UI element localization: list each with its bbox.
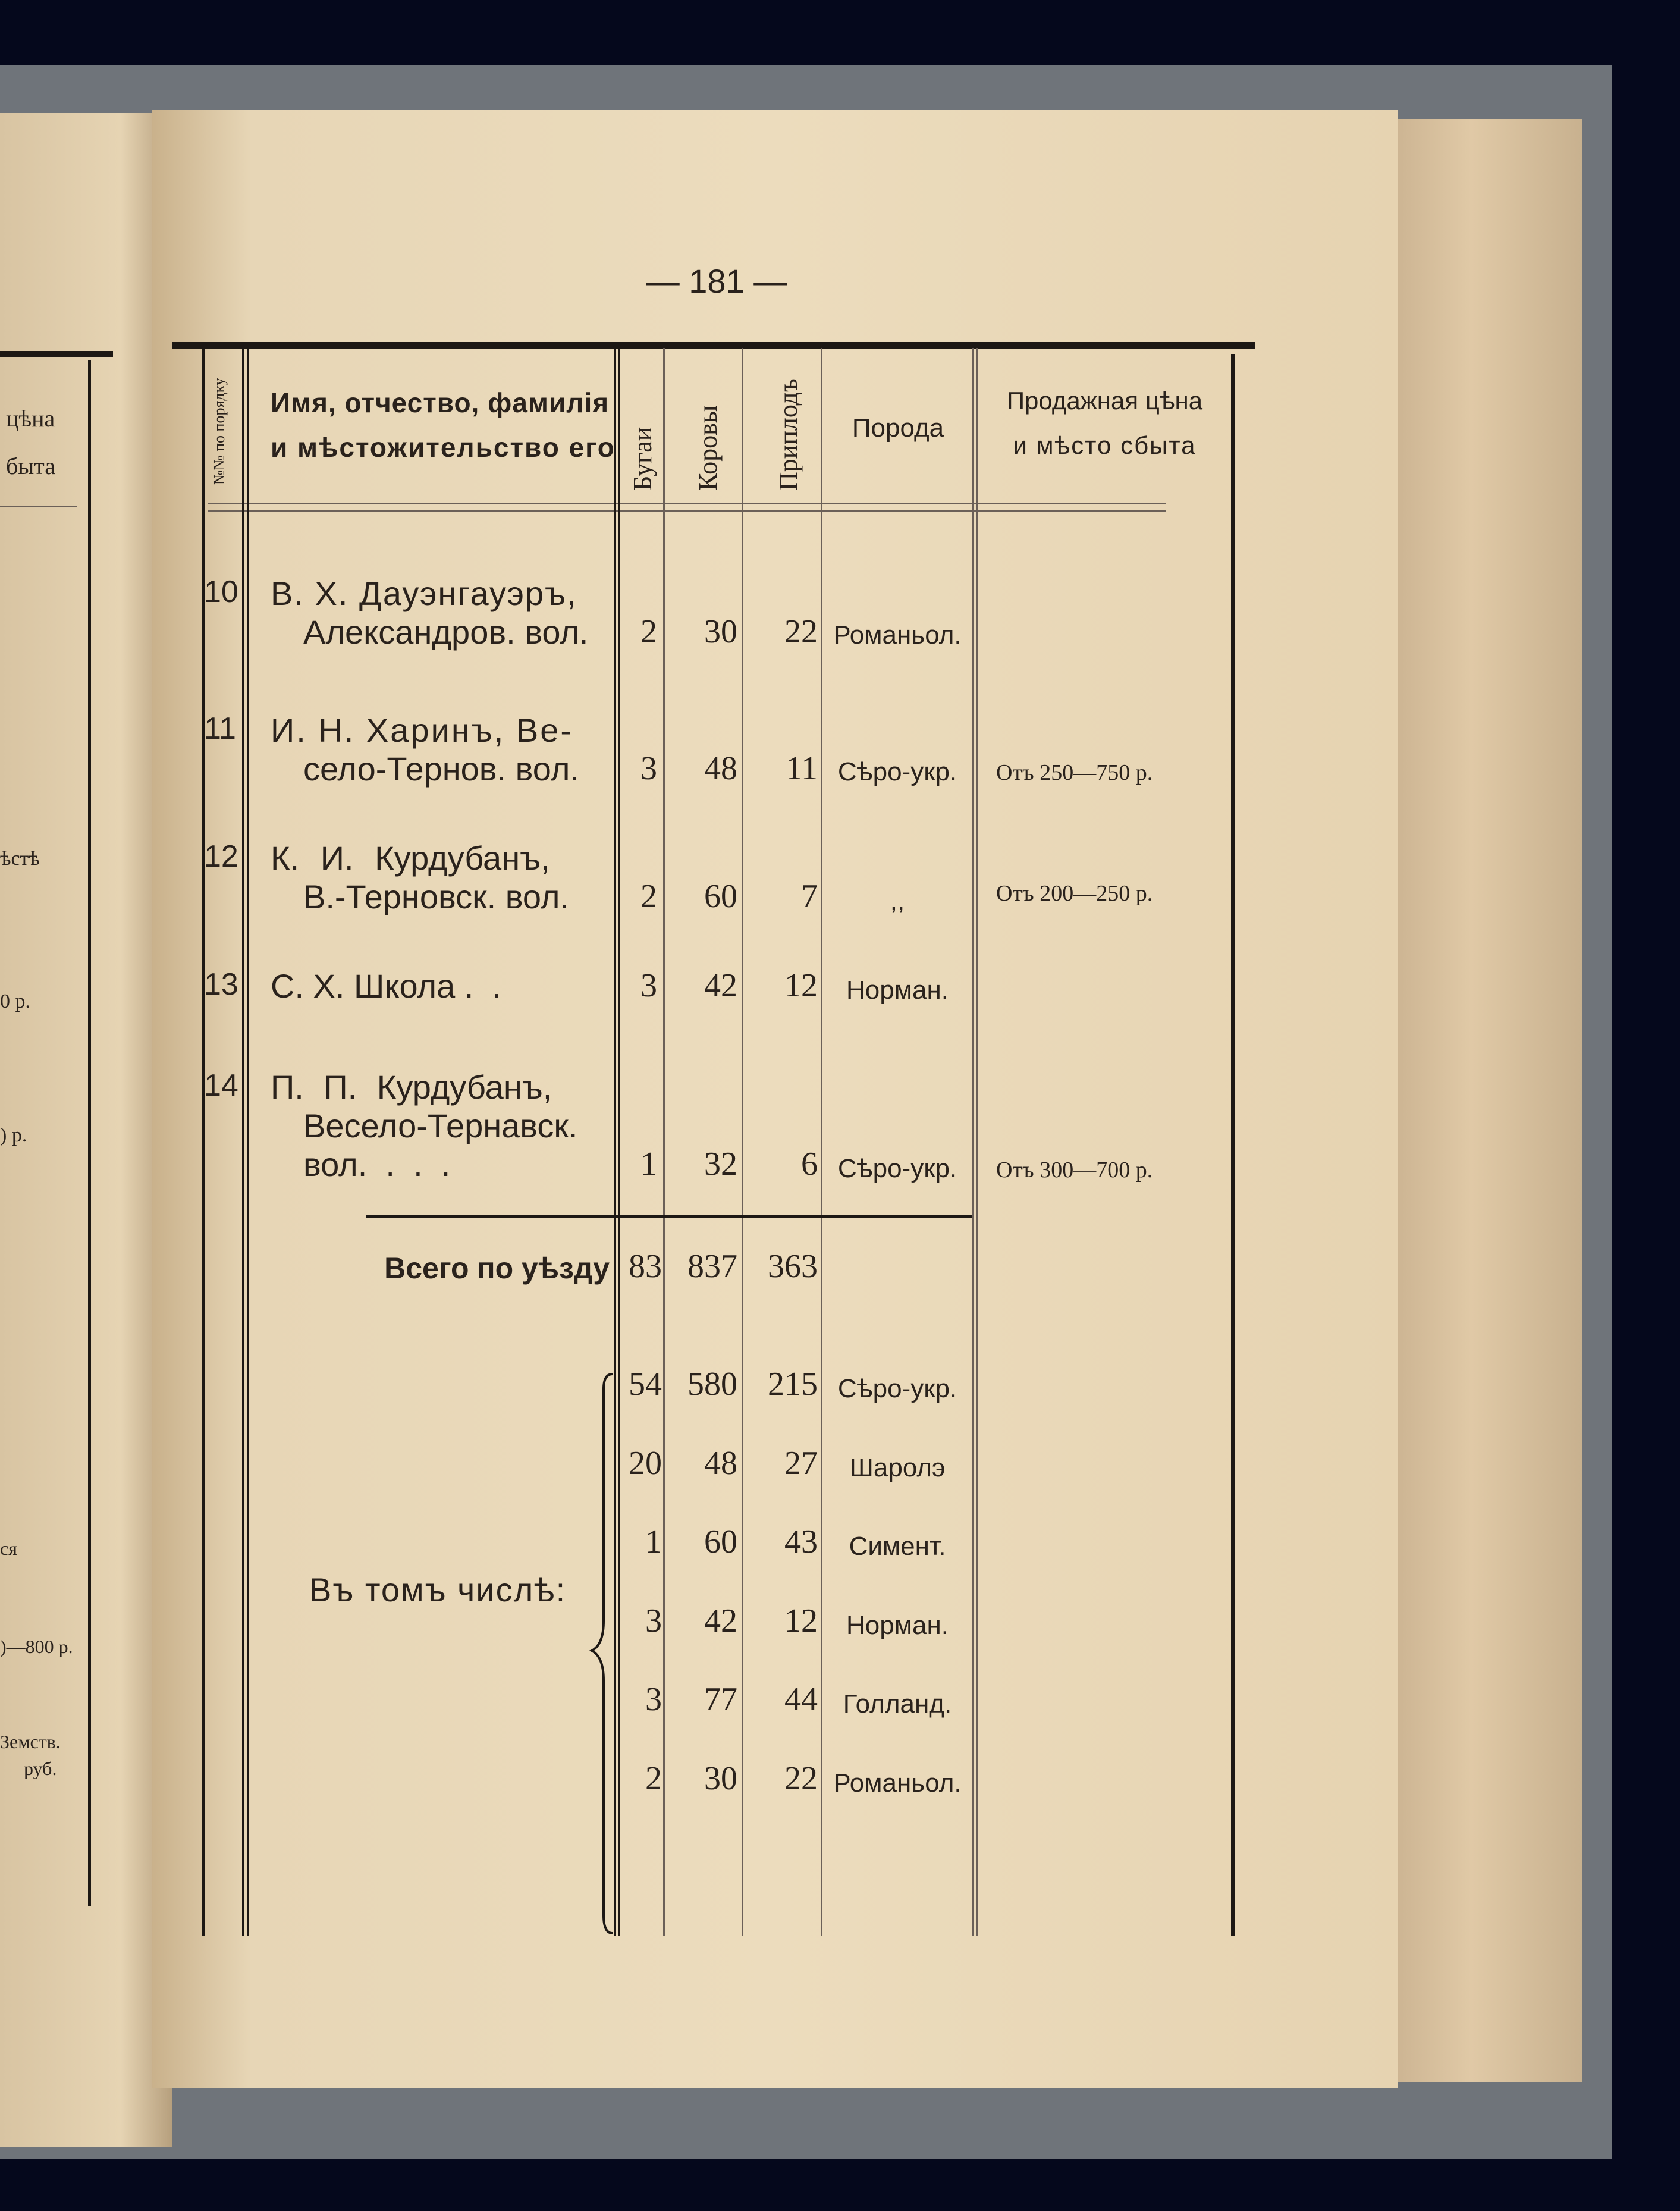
prev-text-2: 0 р. xyxy=(0,990,30,1012)
row-cows: 30 xyxy=(704,613,737,650)
breakdown-breed: Симент. xyxy=(849,1532,946,1561)
breakdown-bulls: 3 xyxy=(645,1681,662,1718)
including-label: Въ томъ числѣ: xyxy=(309,1571,567,1608)
row-number: 14 xyxy=(204,1068,238,1103)
breakdown-cows: 60 xyxy=(704,1523,737,1560)
total-bulls: 83 xyxy=(629,1248,662,1285)
prev-top-rule xyxy=(0,351,113,357)
row-breed: Сѣро-укр. xyxy=(837,1154,957,1183)
row-cows: 42 xyxy=(704,967,737,1004)
prev-right-border xyxy=(88,360,91,1906)
row-offspring: 7 xyxy=(801,878,818,915)
header-bulls: Бугаи xyxy=(628,426,657,491)
breakdown-cows: 30 xyxy=(704,1760,737,1797)
row-name-line2: село-Тернов. вол. xyxy=(303,750,579,788)
breakdown-bulls: 2 xyxy=(645,1760,662,1797)
prev-header-2: быта xyxy=(6,453,55,479)
row-breed: Норман. xyxy=(846,976,949,1005)
book-page xyxy=(152,110,1398,2088)
row-name-line2: Александров. вол. xyxy=(303,613,589,651)
row-breed: Романьол. xyxy=(833,620,962,650)
prev-text-7: руб. xyxy=(24,1758,57,1779)
total-rule xyxy=(366,1215,972,1218)
row-offspring: 12 xyxy=(784,967,818,1004)
header-breed: Порода xyxy=(852,413,944,443)
breakdown-breed: Голланд. xyxy=(843,1689,952,1718)
row-number: 11 xyxy=(204,711,236,746)
breakdown-offspring: 22 xyxy=(784,1760,818,1797)
row-offspring: 11 xyxy=(786,750,818,787)
col-border-breed-2 xyxy=(976,348,978,1936)
row-offspring: 22 xyxy=(784,613,818,650)
row-bulls: 3 xyxy=(640,967,657,1004)
header-offspring: Приплодъ xyxy=(774,378,803,491)
row-bulls: 2 xyxy=(640,613,657,650)
breakdown-bulls: 3 xyxy=(645,1602,662,1639)
breakdown-bulls: 54 xyxy=(629,1366,662,1403)
breakdown-offspring: 215 xyxy=(768,1366,818,1403)
header-rule-1 xyxy=(208,503,1166,504)
header-price-line1: Продажная цѣна xyxy=(1006,387,1203,415)
row-price: Отъ 200—250 р. xyxy=(996,881,1153,906)
breakdown-bulls: 1 xyxy=(645,1523,662,1560)
row-name-line1: В. Х. Дауэнгауэръ, xyxy=(271,575,577,612)
row-name-line1: П. П. Курдубанъ, xyxy=(271,1068,552,1106)
col-border-index-1 xyxy=(242,348,244,1936)
breakdown-offspring: 12 xyxy=(784,1602,818,1639)
breakdown-cows: 77 xyxy=(704,1681,737,1718)
row-offspring: 6 xyxy=(801,1146,818,1183)
row-name-line1: К. И. Курдубанъ, xyxy=(271,839,550,877)
header-price-line2: и мѣсто сбыта xyxy=(1013,431,1197,459)
total-label: Всего по уѣзду xyxy=(384,1252,610,1285)
breakdown-offspring: 27 xyxy=(784,1445,818,1482)
previous-page xyxy=(0,113,172,2147)
row-breed: Сѣро-укр. xyxy=(837,757,957,786)
row-name-line1: И. Н. Харинъ, Ве- xyxy=(271,711,574,749)
page-number: — 181 — xyxy=(646,262,787,300)
breakdown-cows: 580 xyxy=(687,1366,737,1403)
row-number: 13 xyxy=(204,967,238,1002)
row-bulls: 3 xyxy=(640,750,657,787)
col-border-index-2 xyxy=(247,348,249,1936)
breakdown-cows: 48 xyxy=(704,1445,737,1482)
col-border-right xyxy=(1231,354,1235,1936)
row-bulls: 1 xyxy=(640,1146,657,1183)
header-cows: Коровы xyxy=(693,405,723,491)
breakdown-breed: Норман. xyxy=(846,1611,949,1640)
row-cows: 60 xyxy=(704,878,737,915)
breakdown-offspring: 44 xyxy=(784,1681,818,1718)
header-name-line1: Имя, отчество, фамилія xyxy=(271,387,610,418)
prev-text-6: Земств. xyxy=(0,1731,61,1752)
breakdown-cows: 42 xyxy=(704,1602,737,1639)
header-index: №№ по порядку xyxy=(211,378,228,485)
row-name-line2: В.-Терновск. вол. xyxy=(303,878,569,915)
row-cows: 48 xyxy=(704,750,737,787)
row-cows: 32 xyxy=(704,1146,737,1183)
col-border-bulls xyxy=(663,348,665,1936)
breakdown-breed: Шаролэ xyxy=(849,1453,946,1482)
prev-text-1: ѣстѣ xyxy=(0,848,40,870)
breakdown-bulls: 20 xyxy=(629,1445,662,1482)
header-rule-2 xyxy=(208,510,1166,512)
header-name-line2: и мѣстожительство его xyxy=(271,432,616,463)
col-border-cows xyxy=(742,348,743,1936)
breakdown-breed: Романьол. xyxy=(833,1768,962,1798)
table-top-rule xyxy=(172,342,1255,349)
total-offspring: 363 xyxy=(768,1248,818,1285)
prev-header-1: цѣна xyxy=(6,405,55,432)
curly-brace xyxy=(589,1371,618,1936)
prev-header-rule xyxy=(0,506,77,507)
breakdown-breed: Сѣро-укр. xyxy=(837,1374,957,1403)
next-page-edge xyxy=(1398,119,1582,2082)
row-name-line2: Весело-Тернавск. xyxy=(303,1107,578,1144)
row-price: Отъ 300—700 р. xyxy=(996,1158,1153,1183)
row-number: 12 xyxy=(204,839,238,874)
row-name-line1: С. Х. Школа . . xyxy=(271,967,502,1005)
row-breed: ,, xyxy=(890,886,905,915)
prev-text-5: )—800 р. xyxy=(0,1636,73,1657)
row-price: Отъ 250—750 р. xyxy=(996,760,1153,785)
total-cows: 837 xyxy=(687,1248,737,1285)
breakdown-offspring: 43 xyxy=(784,1523,818,1560)
prev-text-3: ) р. xyxy=(0,1124,27,1146)
row-name-line3: вол. . . . xyxy=(303,1146,451,1183)
row-number: 10 xyxy=(204,575,238,609)
row-bulls: 2 xyxy=(640,878,657,915)
prev-text-4: ся xyxy=(0,1538,17,1559)
